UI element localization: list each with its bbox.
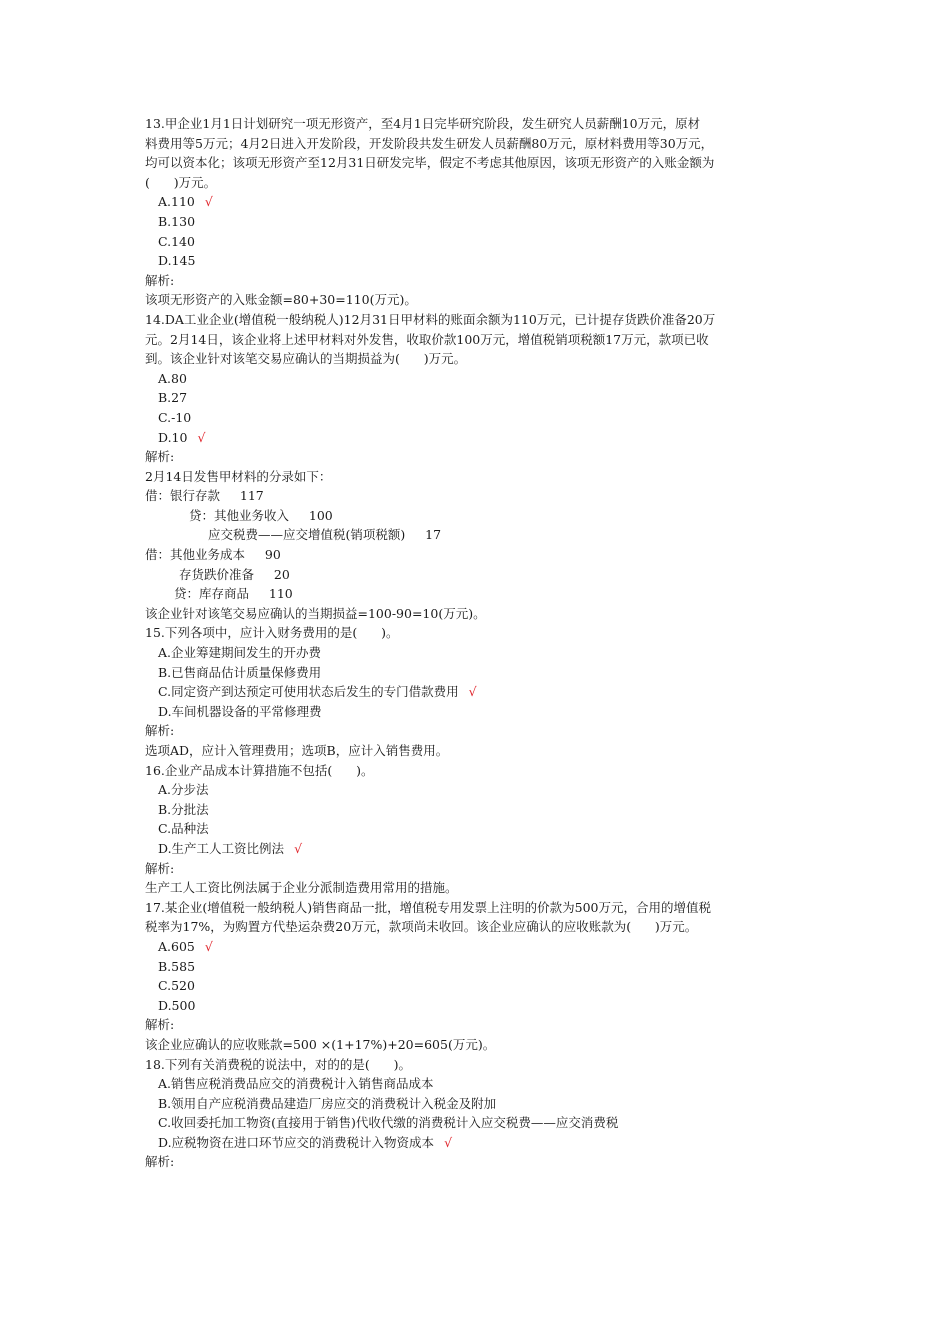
option-a bbox=[145, 643, 810, 663]
option-label: B.130 bbox=[158, 213, 196, 229]
option-b bbox=[145, 1094, 810, 1114]
question-stem-line: 到。该企业针对该笔交易应确认的当期损益为( )万元。 bbox=[145, 351, 467, 367]
question-16 bbox=[145, 761, 810, 898]
option-label: C.收回委托加工物资(直接用于销售)代收代缴的消费税计入应交税费——应交消费税 bbox=[158, 1115, 619, 1131]
option-b bbox=[145, 212, 810, 232]
option-label: D.应税物资在进口环节应交的消费税计入物资成本 bbox=[158, 1134, 435, 1150]
option-d bbox=[145, 251, 810, 271]
analysis-label: 解析: bbox=[145, 1017, 175, 1033]
option-label: B.分批法 bbox=[158, 801, 209, 817]
question-stem-line: 16.企业产品成本计算措施不包括( )。 bbox=[145, 762, 374, 778]
question-stem-line: ( )万元。 bbox=[145, 174, 217, 190]
analysis-text: 2月14日发售甲材料的分录如下： bbox=[145, 468, 332, 484]
option-label: A.605 bbox=[158, 938, 195, 954]
option-d bbox=[145, 996, 810, 1016]
analysis-text: 生产工人工资比例法属于企业分派制造费用常用的措施。 bbox=[145, 880, 458, 896]
option-label: B.领用自产应税消费品建造厂房应交的消费税计入税金及附加 bbox=[158, 1095, 497, 1111]
option-b bbox=[145, 663, 810, 683]
analysis-label: 解析: bbox=[145, 272, 175, 288]
option-label: D.10 bbox=[158, 429, 188, 445]
option-label: D.车间机器设备的平常修理费 bbox=[158, 703, 322, 719]
option-c bbox=[145, 232, 810, 252]
journal-entry-line: 借：其他业务成本 90 bbox=[145, 547, 281, 563]
correct-check-icon: √ bbox=[204, 194, 213, 210]
option-a bbox=[145, 937, 810, 957]
option-d bbox=[145, 1133, 810, 1153]
journal-entry-line: 借：银行存款 117 bbox=[145, 488, 264, 504]
option-a bbox=[145, 780, 810, 800]
question-stem-line: 18.下列有关消费税的说法中，对的的是( )。 bbox=[145, 1056, 411, 1072]
correct-check-icon: √ bbox=[468, 684, 477, 700]
option-b bbox=[145, 800, 810, 820]
option-d bbox=[145, 428, 810, 448]
question-stem-line: 元。2月14日，该企业将上述甲材料对外发售，收取价款100万元，增值税销项税额17万元，款项已收 bbox=[145, 331, 709, 347]
option-c bbox=[145, 682, 810, 702]
question-stem-line: 13.甲企业1月1日计划研究一项无形资产，至4月1日完毕研究阶段，发生研究人员薪酬10万元，原材 bbox=[145, 116, 701, 131]
question-stem-line: 税率为17%，为购置方代垫运杂费20万元，款项尚未收回。该企业应确认的应收账款为( )万元。 bbox=[145, 919, 698, 935]
option-label: A.企业筹建期间发生的开办费 bbox=[158, 645, 322, 661]
question-14 bbox=[145, 310, 810, 624]
option-a bbox=[145, 192, 810, 212]
analysis-text: 该项无形资产的入账金额=80+30=110(万元)。 bbox=[145, 292, 417, 308]
analysis-label: 解析: bbox=[145, 449, 175, 465]
option-label: C.520 bbox=[158, 978, 195, 994]
journal-entry-line: 贷：库存商品 110 bbox=[174, 586, 293, 602]
correct-check-icon: √ bbox=[294, 840, 303, 856]
option-d bbox=[145, 702, 810, 722]
analysis-text: 选项AD，应计入管理费用；选项B，应计入销售费用。 bbox=[145, 743, 449, 758]
analysis-text: 该企业针对该笔交易应确认的当期损益=100-90=10(万元)。 bbox=[145, 605, 486, 621]
journal-entry-line: 应交税费——应交增值税(销项税额) 17 bbox=[208, 527, 442, 543]
analysis-label: 解析: bbox=[145, 1154, 175, 1170]
question-13 bbox=[145, 114, 810, 310]
question-15 bbox=[145, 623, 810, 760]
analysis-label: 解析: bbox=[145, 860, 175, 876]
option-label: A.110 bbox=[158, 194, 195, 210]
correct-check-icon: √ bbox=[197, 429, 206, 445]
question-18 bbox=[145, 1055, 810, 1173]
option-c bbox=[145, 819, 810, 839]
option-a bbox=[145, 369, 810, 389]
correct-check-icon: √ bbox=[444, 1134, 453, 1150]
option-label: C.品种法 bbox=[158, 821, 209, 837]
journal-entry-line: 存货跌价准备 20 bbox=[179, 566, 290, 582]
option-label: D.生产工人工资比例法 bbox=[158, 840, 285, 856]
option-b bbox=[145, 388, 810, 408]
question-stem-line: 均可以资本化；该项无形资产至12月31日研发完毕，假定不考虑其他原因，该项无形资产的入账金额为 bbox=[145, 155, 715, 171]
analysis-text: 该企业应确认的应收账款=500 ×(1+17%)+20=605(万元)。 bbox=[145, 1036, 496, 1052]
option-label: A.80 bbox=[158, 370, 187, 386]
question-stem-line: 15.下列各项中，应计入财务费用的是( )。 bbox=[145, 625, 399, 641]
journal-entry-line: 贷：其他业务收入 100 bbox=[189, 507, 333, 523]
question-stem-line: 料费用等5万元；4月2日进入开发阶段，开发阶段共发生研发人员薪酬80万元，原材料费用等30万元， bbox=[145, 135, 714, 151]
question-17 bbox=[145, 898, 810, 1055]
option-d bbox=[145, 839, 810, 859]
option-label: B.585 bbox=[158, 958, 196, 974]
option-label: C.140 bbox=[158, 233, 195, 249]
question-list bbox=[145, 114, 810, 1172]
option-c bbox=[145, 976, 810, 996]
option-label: B.27 bbox=[158, 390, 188, 406]
option-a bbox=[145, 1074, 810, 1094]
option-c bbox=[145, 1113, 810, 1133]
option-label: A.分步法 bbox=[158, 782, 209, 798]
option-label: C.同定资产到达预定可使用状态后发生的专门借款费用 bbox=[158, 684, 459, 700]
option-label: C.-10 bbox=[158, 409, 192, 425]
analysis-label: 解析: bbox=[145, 723, 175, 739]
option-c bbox=[145, 408, 810, 428]
question-stem-line: 14.DA工业企业(增值税一般纳税人)12月31日甲材料的账面余额为110万元，已计提存货跌价准备20万 bbox=[145, 311, 716, 327]
correct-check-icon: √ bbox=[204, 938, 213, 954]
option-label: D.500 bbox=[158, 997, 196, 1013]
option-label: D.145 bbox=[158, 253, 196, 269]
option-label: A.销售应税消费品应交的消费税计入销售商品成本 bbox=[158, 1076, 434, 1092]
question-stem-line: 17.某企业(增值税一般纳税人)销售商品一批，增值税专用发票上注明的价款为500万元，合用的增值税 bbox=[145, 899, 711, 915]
option-b bbox=[145, 957, 810, 977]
option-label: B.已售商品估计质量保修费用 bbox=[158, 664, 322, 680]
